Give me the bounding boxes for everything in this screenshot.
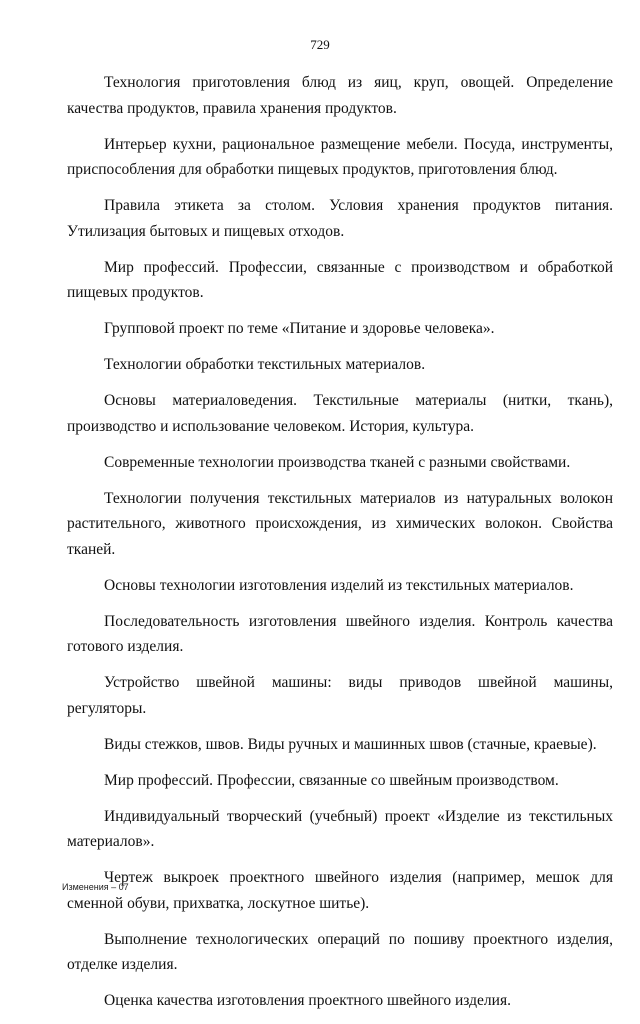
page-number: 729 — [310, 37, 330, 52]
paragraph: Оценка качества изготовления проектного швейного изделия. — [104, 992, 511, 1009]
paragraph: Устройство швейной машины: виды приводов швейной машины, регуляторы. — [67, 674, 613, 717]
paragraph: Групповой проект по теме «Питание и здоровье человека». — [104, 320, 495, 337]
page-footer: Изменения – 07 — [62, 882, 129, 892]
paragraph: Правила этикета за столом. Условия хранения продуктов питания. Утилизация бытовых и пищевых отходов. — [67, 197, 613, 240]
paragraph: Технологии получения текстильных материалов из натуральных волокон растительного, животного происхождения, из химических волокон. Свойства тканей. — [67, 489, 613, 558]
paragraph: Мир профессий. Профессии, связанные с производством и обработкой пищевых продуктов. — [67, 258, 613, 301]
paragraph: Технологии обработки текстильных материалов. — [104, 356, 426, 373]
paragraph: Последовательность изготовления швейного изделия. Контроль качества готового изделия. — [67, 612, 613, 655]
paragraph: Технология приготовления блюд из яиц, круп, овощей. Определение качества продуктов, правила хранения продуктов. — [67, 74, 613, 117]
paragraph: Мир профессий. Профессии, связанные со швейным производством. — [104, 771, 559, 789]
paragraph: Чертеж выкроек проектного швейного изделия (например, мешок для сменной обуви, прихватка, лоскутное шитье). — [67, 869, 613, 912]
paragraph: Выполнение технологических операций по пошиву проектного изделия, отделке изделия. — [67, 930, 613, 973]
paragraph: Основы технологии изготовления изделий из текстильных материалов. — [104, 576, 574, 594]
paragraph: Современные технологии производства тканей с разными свойствами. — [104, 453, 571, 471]
paragraph: Виды стежков, швов. Виды ручных и машинных швов (стачные, краевые). — [104, 735, 597, 753]
paragraph: Индивидуальный творческий (учебный) проект «Изделие из текстильных материалов». — [67, 807, 613, 850]
document-body — [67, 70, 613, 1024]
paragraph: Интерьер кухни, рациональное размещение мебели. Посуда, инструменты, приспособления для обработки пищевых продуктов, приготовления блюд. — [67, 135, 613, 178]
paragraph: Основы материаловедения. Текстильные материалы (нитки, ткань), производство и использование человеком. История, культура. — [67, 392, 613, 435]
